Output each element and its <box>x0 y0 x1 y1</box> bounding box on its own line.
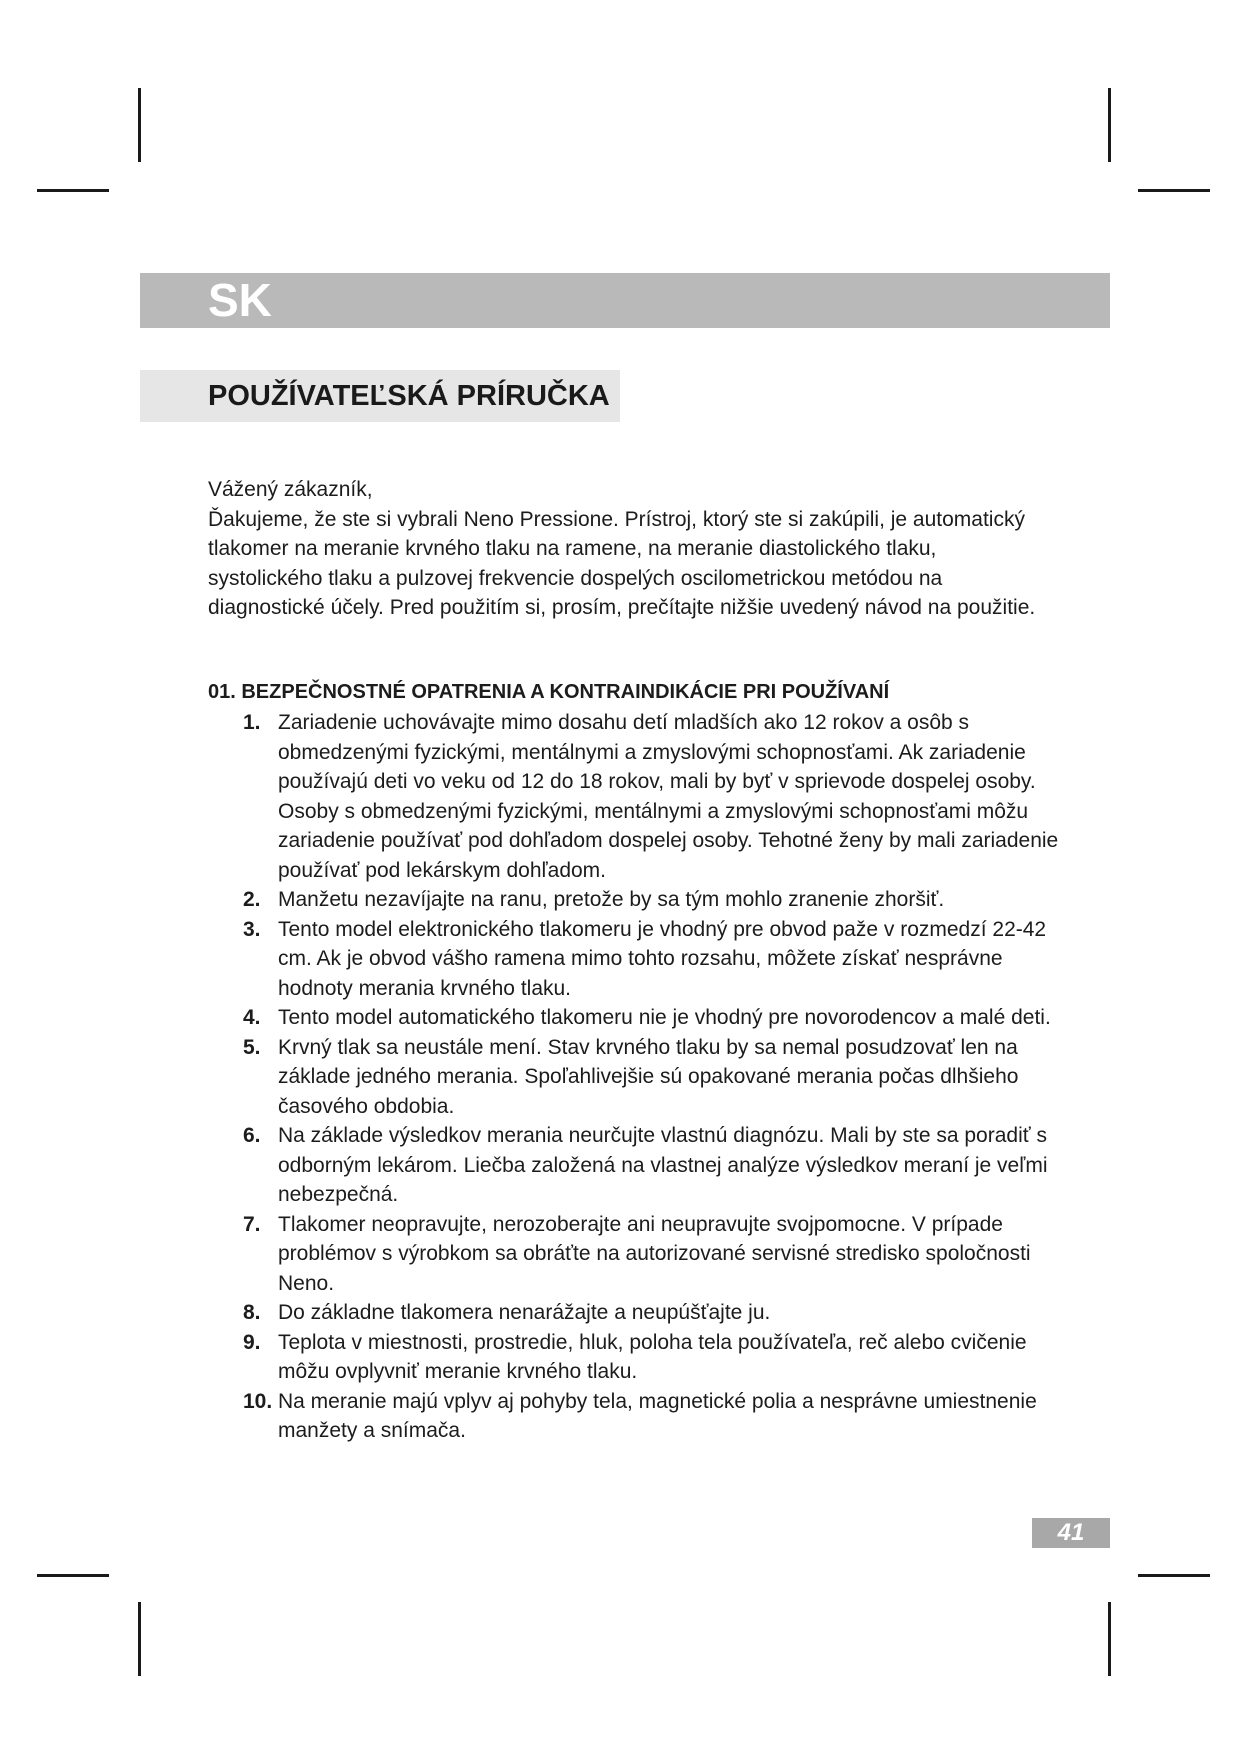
item-text: Zariadenie uchovávajte mimo dosahu detí mladších ako 12 rokov a osôb s obmedzenými fyzickými, mentálnymi a zmyslovými schopnosťami. Ak zariadenie používajú deti vo veku od 12 do 18 rokov, mali by byť v sprievode dospelej osoby. Osoby s obmedzenými fyzickými, mentálnymi a zmyslovými schopnosťami môžu zariadenie používať pod dohľadom dospelej osoby. Tehotné ženy by mali zariadenie používať pod lekárskym dohľadom. <box>278 711 1059 882</box>
crop-mark-top-right-horizontal <box>1138 189 1210 192</box>
language-label: SK <box>208 274 272 326</box>
list-item <box>243 708 1063 885</box>
crop-mark-bottom-left-horizontal <box>37 1574 109 1577</box>
title-box <box>140 370 620 422</box>
crop-mark-bottom-left-vertical <box>138 1602 141 1676</box>
crop-mark-bottom-right-horizontal <box>1138 1574 1210 1577</box>
greeting: Vážený zákazník, <box>208 478 373 501</box>
item-text: Tento model elektronického tlakomeru je vhodný pre obvod paže v rozmedzí 22-42 cm. Ak je obvod vášho ramena mimo tohto rozsahu, môžete získať nesprávne hodnoty merania krvného tlaku. <box>278 917 1047 1000</box>
item-number: 6. <box>243 1124 261 1147</box>
item-number: 4. <box>243 1006 261 1029</box>
crop-mark-top-left-horizontal <box>37 189 109 192</box>
page-number: 41 <box>1032 1518 1110 1548</box>
list-item <box>243 1387 1063 1446</box>
item-text: Na základe výsledkov merania neurčujte vlastnú diagnózu. Mali by ste sa poradiť s odborným lekárom. Liečba založená na vlastnej analýze výsledkov meraní je veľmi nebezpečná. <box>278 1124 1048 1206</box>
item-number: 5. <box>243 1035 261 1059</box>
item-text: Krvný tlak sa neustále mení. Stav krvného tlaku by sa nemal posudzovať len na základe jedného merania. Spoľahlivejšie sú opakované merania počas dlhšieho časového obdobia. <box>278 1035 1019 1118</box>
item-text: Tento model automatického tlakomeru nie je vhodný pre novorodencov a malé deti. <box>278 1006 1051 1029</box>
list-item <box>243 1298 1063 1328</box>
list-item <box>243 1121 1063 1210</box>
item-number: 1. <box>243 711 261 734</box>
crop-mark-top-left-vertical <box>138 88 141 162</box>
list-item <box>243 1033 1063 1122</box>
crop-mark-top-right-vertical <box>1108 88 1111 162</box>
list-item <box>243 915 1063 1004</box>
list-item <box>243 1003 1063 1033</box>
language-banner <box>140 273 1110 328</box>
list-item <box>243 1210 1063 1299</box>
item-number: 3. <box>243 917 261 941</box>
item-number: 9. <box>243 1330 261 1354</box>
item-text: Do základne tlakomera nenarážajte a neupúšťajte ju. <box>278 1301 771 1324</box>
page-title: POUŽÍVATEĽSKÁ PRÍRUČKA <box>208 380 610 412</box>
list-item <box>243 1328 1063 1387</box>
list-item <box>243 885 1063 915</box>
crop-mark-bottom-right-vertical <box>1108 1602 1111 1676</box>
item-text: Manžetu nezavíjajte na ranu, pretože by sa tým mohlo zranenie zhoršiť. <box>278 888 945 911</box>
item-number: 10. <box>243 1389 273 1413</box>
item-text: Tlakomer neopravujte, nerozoberajte ani neupravujte svojpomocne. V prípade problémov s výrobkom sa obráťte na autorizované servisné stredisko spoločnosti Neno. <box>278 1212 1031 1295</box>
item-number: 2. <box>243 888 261 911</box>
item-number: 7. <box>243 1212 261 1236</box>
intro-text: Ďakujeme, že ste si vybrali Neno Pressione. Prístroj, ktorý ste si zakúpili, je automatický tlakomer na meranie krvného tlaku na ramene, na meranie diastolického tlaku, systolického tlaku a pulzovej frekvencie dospelých oscilometrickou metódou na diagnostické účely. Pred použitím si, prosím, prečítajte nižšie uvedený návod na použitie. <box>208 507 1036 619</box>
intro-section <box>208 475 1048 623</box>
item-text: Na meranie majú vplyv aj pohyby tela, magnetické polia a nesprávne umiestnenie manžety a snímača. <box>278 1389 1037 1442</box>
item-text: Teplota v miestnosti, prostredie, hluk, poloha tela používateľa, reč alebo cvičenie môžu ovplyvniť meranie krvného tlaku. <box>278 1330 1027 1383</box>
safety-list <box>243 708 1063 1446</box>
section-heading: 01. BEZPEČNOSTNÉ OPATRENIA A KONTRAINDIKÁCIE PRI POUŽÍVANÍ <box>208 681 890 703</box>
item-number: 8. <box>243 1301 261 1324</box>
